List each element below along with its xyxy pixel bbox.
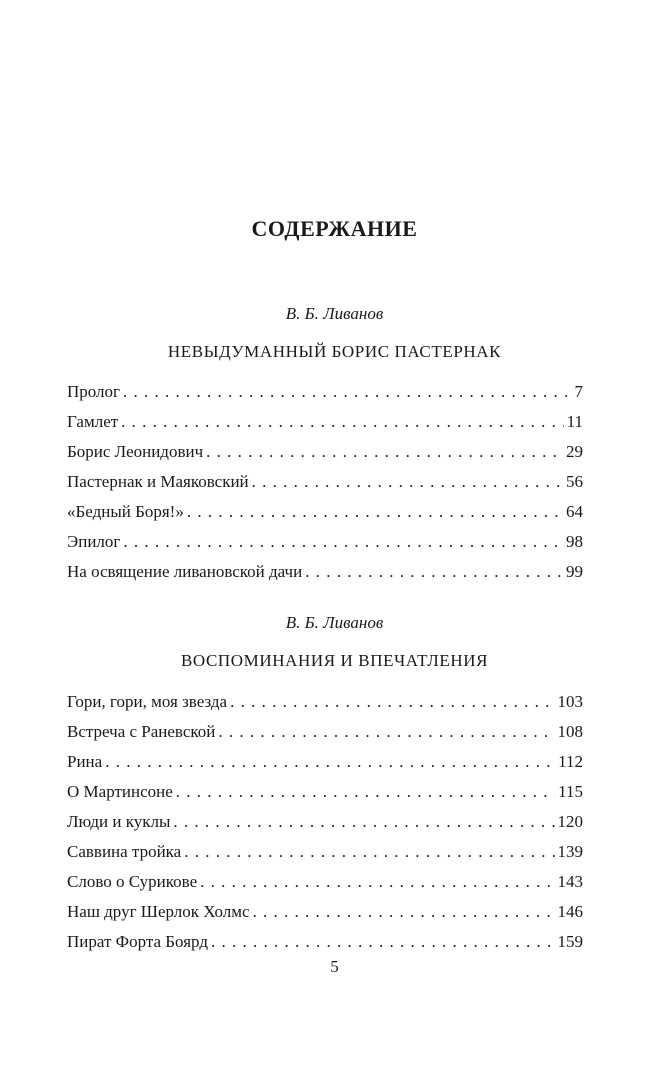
toc-entry-label: Наш друг Шерлок Холмс xyxy=(67,902,250,921)
page-number: 5 xyxy=(330,957,339,976)
toc-entry-label: Пролог xyxy=(67,382,121,401)
toc-entry-label: Люди и куклы xyxy=(67,812,171,831)
toc-entry-page: 115 xyxy=(558,782,583,801)
toc-entry-label: Пастернак и Маяковский xyxy=(67,472,249,491)
section-2-author: В. Б. Ливанов xyxy=(285,613,384,632)
toc-entry-label: «Бедный Боря!» xyxy=(67,502,184,521)
toc-entry-page: 159 xyxy=(557,932,583,951)
toc-entry[interactable] xyxy=(67,467,583,497)
dot-leader xyxy=(253,897,555,927)
toc-entry-label: На освящение ливановской дачи xyxy=(67,562,303,581)
dot-leader xyxy=(230,687,554,717)
dot-leader xyxy=(123,377,571,407)
toc-entry-page: 143 xyxy=(557,872,583,891)
toc-entry-label: Слово о Сурикове xyxy=(67,872,198,891)
toc-entry-label: Гамлет xyxy=(67,412,119,431)
dot-leader xyxy=(218,717,554,747)
page-title: СОДЕРЖАНИЕ xyxy=(251,216,418,241)
toc-entry[interactable] xyxy=(67,837,583,867)
toc-entry-page: 103 xyxy=(557,692,583,711)
toc-entry-page: 11 xyxy=(566,412,583,431)
toc-entry-label: Встреча с Раневской xyxy=(67,722,216,741)
dot-leader xyxy=(305,557,563,587)
toc-entry[interactable] xyxy=(67,437,583,467)
toc-entry-page: 99 xyxy=(566,562,583,581)
dot-leader xyxy=(187,497,563,527)
toc-entry[interactable] xyxy=(67,897,583,927)
toc-entry[interactable] xyxy=(67,407,583,437)
toc-entry-label: Борис Леонидович xyxy=(67,442,204,461)
dot-leader xyxy=(173,807,554,837)
toc-entry-page: 108 xyxy=(557,722,583,741)
section-2-toc xyxy=(67,687,583,957)
toc-entry-page: 7 xyxy=(574,382,583,401)
toc-entry-page: 120 xyxy=(557,812,583,831)
toc-entry-page: 56 xyxy=(566,472,583,491)
section-1-heading: НЕВЫДУМАННЫЙ БОРИС ПАСТЕРНАК xyxy=(167,342,502,361)
dot-leader xyxy=(123,527,563,557)
toc-entry-page: 112 xyxy=(558,752,583,771)
toc-entry[interactable] xyxy=(67,527,583,557)
dot-leader xyxy=(211,927,555,957)
toc-entry-label: Пират Форта Боярд xyxy=(67,932,208,951)
dot-leader xyxy=(105,747,555,777)
toc-entry-page: 146 xyxy=(557,902,583,921)
toc-entry-label: Эпилог xyxy=(67,532,121,551)
toc-entry[interactable] xyxy=(67,807,583,837)
toc-entry[interactable] xyxy=(67,377,583,407)
section-2-heading: ВОСПОМИНАНИЯ И ВПЕЧАТЛЕНИЯ xyxy=(180,651,489,670)
toc-entry[interactable] xyxy=(67,927,583,957)
toc-entry-label: Гори, гори, моя звезда xyxy=(67,692,228,711)
toc-entry[interactable] xyxy=(67,747,583,777)
section-1-toc xyxy=(67,377,583,587)
toc-entry[interactable] xyxy=(67,867,583,897)
toc-entry-page: 29 xyxy=(566,442,583,461)
section-1-author: В. Б. Ливанов xyxy=(285,304,384,323)
dot-leader xyxy=(176,777,555,807)
toc-entry-label: О Мартинсоне xyxy=(67,782,173,801)
toc-entry[interactable] xyxy=(67,717,583,747)
toc-entry[interactable] xyxy=(67,557,583,587)
toc-entry-page: 139 xyxy=(557,842,583,861)
toc-entry[interactable] xyxy=(67,777,583,807)
dot-leader xyxy=(252,467,563,497)
toc-entry[interactable] xyxy=(67,687,583,717)
toc-entry-label: Саввина тройка xyxy=(67,842,182,861)
dot-leader xyxy=(206,437,563,467)
toc-entry[interactable] xyxy=(67,497,583,527)
toc-entry-label: Рина xyxy=(67,752,103,771)
dot-leader xyxy=(200,867,554,897)
toc-entry-page: 98 xyxy=(566,532,583,551)
dot-leader xyxy=(184,837,554,867)
dot-leader xyxy=(121,407,563,437)
toc-entry-page: 64 xyxy=(566,502,583,521)
